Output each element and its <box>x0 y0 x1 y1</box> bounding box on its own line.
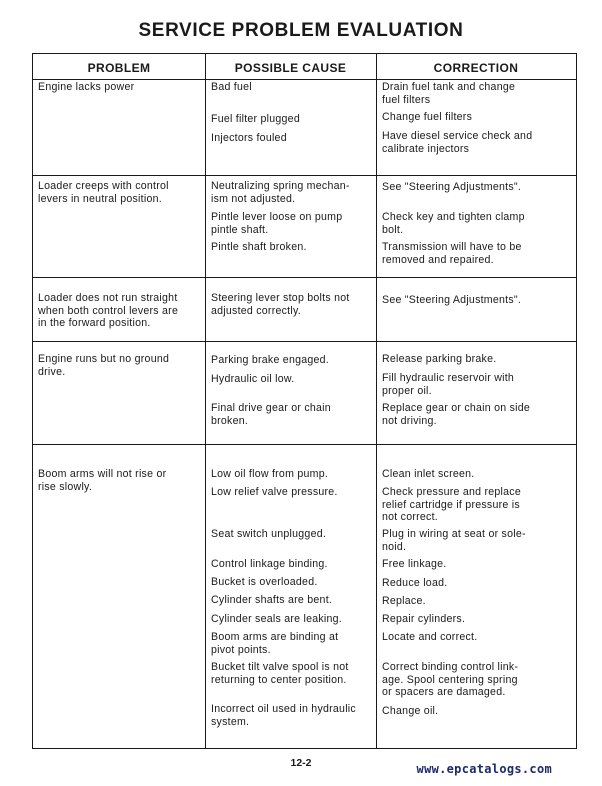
cause-cell: Boom arms are binding at pivot points. <box>211 631 339 656</box>
cause-cell: Fuel filter plugged <box>211 113 300 125</box>
cause-cell: Low oil flow from pump. <box>211 468 329 480</box>
header-problem: PROBLEM <box>87 61 151 75</box>
correction-cell: Locate and correct. <box>382 631 478 643</box>
cause-cell: Final drive gear or chain broken. <box>211 402 331 427</box>
correction-cell: Repair cylinders. <box>382 613 466 625</box>
cause-cell: Steering lever stop bolts not adjusted correctly. <box>211 292 350 317</box>
correction-cell: Release parking brake. <box>382 353 497 365</box>
cause-cell: Pintle shaft broken. <box>211 241 307 253</box>
correction-cell: Plug in wiring at seat or sole- noid. <box>382 528 526 553</box>
header-correction: CORRECTION <box>433 61 519 75</box>
cause-cell: Neutralizing spring mechan- ism not adjusted. <box>211 180 350 205</box>
column-divider <box>205 54 206 748</box>
correction-cell: Replace. <box>382 595 426 607</box>
header-divider <box>33 79 576 80</box>
page-title: SERVICE PROBLEM EVALUATION <box>138 20 464 41</box>
cause-cell: Pintle lever loose on pump pintle shaft. <box>211 211 343 236</box>
column-divider <box>376 54 377 748</box>
cause-cell: Bucket is overloaded. <box>211 576 318 588</box>
problem-cell: Engine runs but no ground drive. <box>38 353 170 378</box>
cause-cell: Parking brake engaged. <box>211 354 329 366</box>
cause-cell: Cylinder shafts are bent. <box>211 594 333 606</box>
correction-cell: See "Steering Adjustments". <box>382 181 522 193</box>
correction-cell: Drain fuel tank and change fuel filters <box>382 81 516 106</box>
correction-cell: Replace gear or chain on side not driving. <box>382 402 530 427</box>
correction-cell: Free linkage. <box>382 558 447 570</box>
cause-cell: Low relief valve pressure. <box>211 486 338 498</box>
cause-cell: Bad fuel <box>211 81 252 93</box>
correction-cell: Correct binding control link- age. Spool centering spring or spacers are damaged. <box>382 661 519 698</box>
page-number: 12-2 <box>290 757 312 769</box>
cause-cell: Incorrect oil used in hydraulic system. <box>211 703 356 728</box>
row-divider <box>33 175 576 176</box>
problem-cell: Loader does not run straight when both control levers are in the forward position. <box>38 292 179 329</box>
cause-cell: Injectors fouled <box>211 132 287 144</box>
row-divider <box>33 277 576 278</box>
correction-cell: Transmission will have to be removed and repaired. <box>382 241 522 266</box>
correction-cell: See "Steering Adjustments". <box>382 294 522 306</box>
problem-cell: Engine lacks power <box>38 81 135 93</box>
correction-cell: Clean inlet screen. <box>382 468 475 480</box>
correction-cell: Check key and tighten clamp bolt. <box>382 211 525 236</box>
header-possible-cause: POSSIBLE CAUSE <box>234 61 347 75</box>
cause-cell: Bucket tilt valve spool is not returning to center position. <box>211 661 349 686</box>
row-divider <box>33 444 576 445</box>
problem-cell: Loader creeps with control levers in neutral position. <box>38 180 169 205</box>
correction-cell: Change fuel filters <box>382 111 473 123</box>
correction-cell: Reduce load. <box>382 577 448 589</box>
correction-cell: Fill hydraulic reservoir with proper oil. <box>382 372 515 397</box>
cause-cell: Seat switch unplugged. <box>211 528 327 540</box>
cause-cell: Cylinder seals are leaking. <box>211 613 342 625</box>
cause-cell: Control linkage binding. <box>211 558 328 570</box>
cause-cell: Hydraulic oil low. <box>211 373 295 385</box>
correction-cell: Check pressure and replace relief cartridge if pressure is not correct. <box>382 486 521 523</box>
watermark-url: www.epcatalogs.com <box>416 762 552 776</box>
correction-cell: Have diesel service check and calibrate injectors <box>382 130 533 155</box>
correction-cell: Change oil. <box>382 705 439 717</box>
problem-cell: Boom arms will not rise or rise slowly. <box>38 468 167 493</box>
row-divider <box>33 341 576 342</box>
